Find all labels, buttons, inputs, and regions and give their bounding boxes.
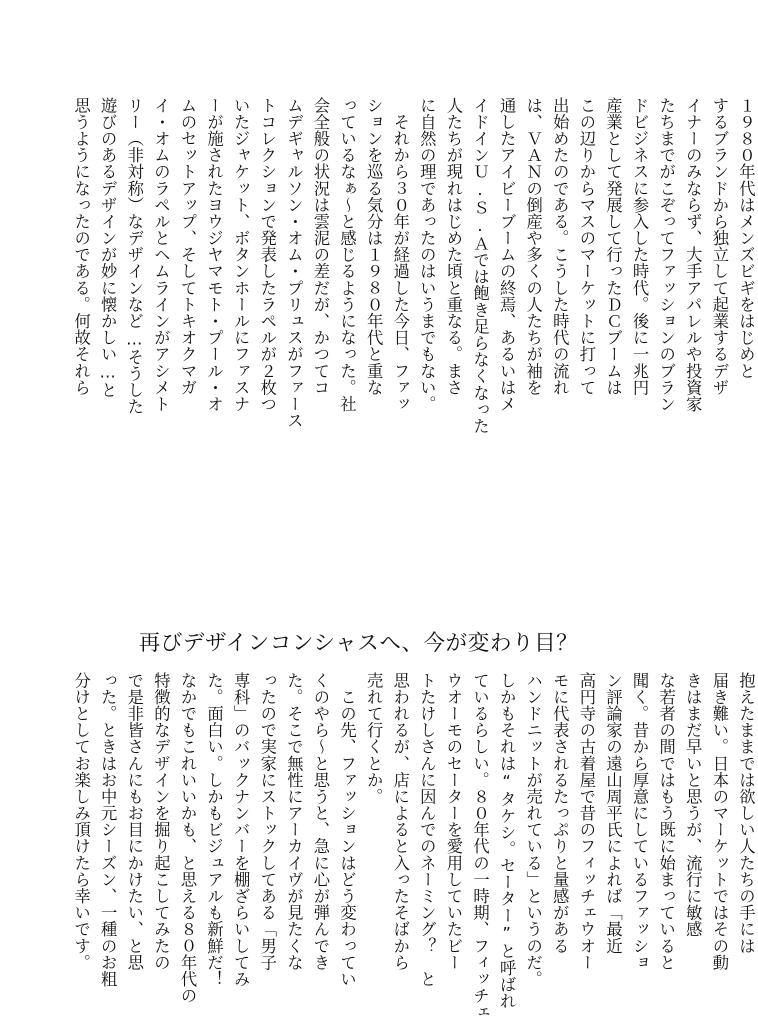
- text-column: なかでもこれいいかも、と思える８０年代の: [177, 672, 197, 1004]
- text-column: 人たちが現れはじめた頃と重なる。まさ: [443, 97, 463, 396]
- text-column: 思うようになったのである。何故それら: [71, 97, 91, 396]
- text-column: １９８０年代はメンズビギをはじめと: [736, 97, 756, 380]
- article-body-top-right: [67, 97, 758, 624]
- text-column: ているらしい。８０年代の一時期、フィッチェ: [470, 672, 490, 1020]
- text-column: 届き難い。日本のマーケットではその動: [709, 672, 729, 971]
- text-column: ウオーモのセーターを愛用していたビー: [443, 672, 463, 971]
- text-column: ムデギャルソン・オム・プリュスがファース: [284, 97, 304, 429]
- text-column: な若者の間ではもう既に始まっていると: [656, 672, 676, 971]
- text-column: ン評論家の遠山周平氏によれば「最近: [603, 672, 623, 955]
- text-column: ったので実家にストックしてある「男子: [257, 672, 277, 971]
- text-column: 出始めたのである。こうした時代の流れ: [550, 97, 570, 396]
- text-column: リー（非対称）なデザインなど…そうした: [124, 97, 144, 415]
- text-column: 思われるが、店によると入ったそばから: [390, 672, 410, 971]
- text-column: で是非皆さんにもお目にかけたい、と思: [124, 672, 144, 971]
- section-heading: 再びデザインコンシャスへ、今が変わり目？: [138, 631, 579, 656]
- text-column: ションを巡る気分は１９８０年代と重な: [364, 97, 384, 396]
- text-column: 売れて行くとか。: [364, 672, 384, 805]
- text-column: 抱えたままでは欲しい人たちの手には: [736, 672, 756, 955]
- text-column: いたジャケット、ボタンホールにファスナ: [231, 97, 251, 413]
- text-column: 遊びのあるデザインが妙に懐かしい…と: [98, 97, 118, 399]
- text-column: 特徴的なデザインを掘り起こしてみたの: [151, 672, 171, 971]
- text-column: は、ＶＡＮの倒産や多くの人たちが袖を: [523, 97, 543, 396]
- text-column: イ・オムのラペルとヘムラインがアシメト: [151, 97, 171, 413]
- text-column: っているなぁ〜と感じるようになった。社: [337, 97, 357, 413]
- text-column: それから３０年が経過した今日、ファッ: [390, 97, 410, 413]
- text-column: 専科」のバックナンバーを棚ざらいしてみ: [231, 672, 251, 988]
- text-column: ーが施されたヨウジヤマモト・プール・オ: [204, 97, 224, 413]
- text-column: この先、ファッションはどう変わってい: [337, 672, 357, 988]
- text-column: 分けとしてお楽しみ頂けたら幸いです。: [71, 672, 91, 971]
- text-column: きはまだ早いと思うが、流行に敏感: [683, 672, 703, 938]
- text-column: するブランドから独立して起業するデザ: [709, 97, 729, 396]
- text-column: 聞く。昔から厚意にしているファッショ: [630, 672, 650, 971]
- text-column: 産業として発展して行ったＤＣブームは: [603, 97, 623, 396]
- text-column: イナーのみならず、大手アパレルや投資家: [683, 97, 703, 413]
- text-column: ドビジネスに参入した時代。後に一兆円: [630, 97, 650, 396]
- text-column: った。ときはお中元シーズン、一種のお粗: [98, 672, 118, 988]
- text-column: 会全般の状況は雲泥の差だが、かつてコ: [310, 97, 330, 396]
- text-column: イドインＵ.Ｓ.Ａでは飽き足らなくなった: [470, 97, 490, 435]
- text-column: 高円寺の古着屋で昔のフィッチェウオー: [576, 672, 596, 971]
- text-column: トコレクションで発表したラペルが２枚つ: [257, 97, 277, 413]
- text-column: トたけしさんに因んでのネーミング？ と: [417, 672, 437, 988]
- text-column: この辺りからマスのマーケットに打って: [576, 97, 596, 396]
- text-column: ムのセットアップ、そしてトキオクマガ: [177, 97, 197, 396]
- text-column: ハンドニットが売れている」というのだ。: [523, 672, 543, 988]
- text-column: くのやら〜と思うと、急に心が弾んでき: [310, 672, 330, 971]
- text-column: モに代表されるたっぷりと量感がある: [550, 672, 570, 955]
- text-column: に自然の理であったのはいうまでもない。: [417, 97, 437, 413]
- text-column: たちまでがこぞってファッションのブラン: [656, 97, 676, 413]
- text-column: 通したアイビーブームの終焉、あるいはメ: [497, 97, 517, 413]
- text-column: た。そこで無性にアーカイヴが見たくな: [284, 672, 304, 971]
- text-column: しかもそれは“タケシ。セーター”と呼ばれ: [497, 672, 517, 1010]
- text-column: た。面白い。しかもビジュアルも新鮮だ！: [204, 672, 224, 988]
- article-body-bottom: [67, 672, 758, 1020]
